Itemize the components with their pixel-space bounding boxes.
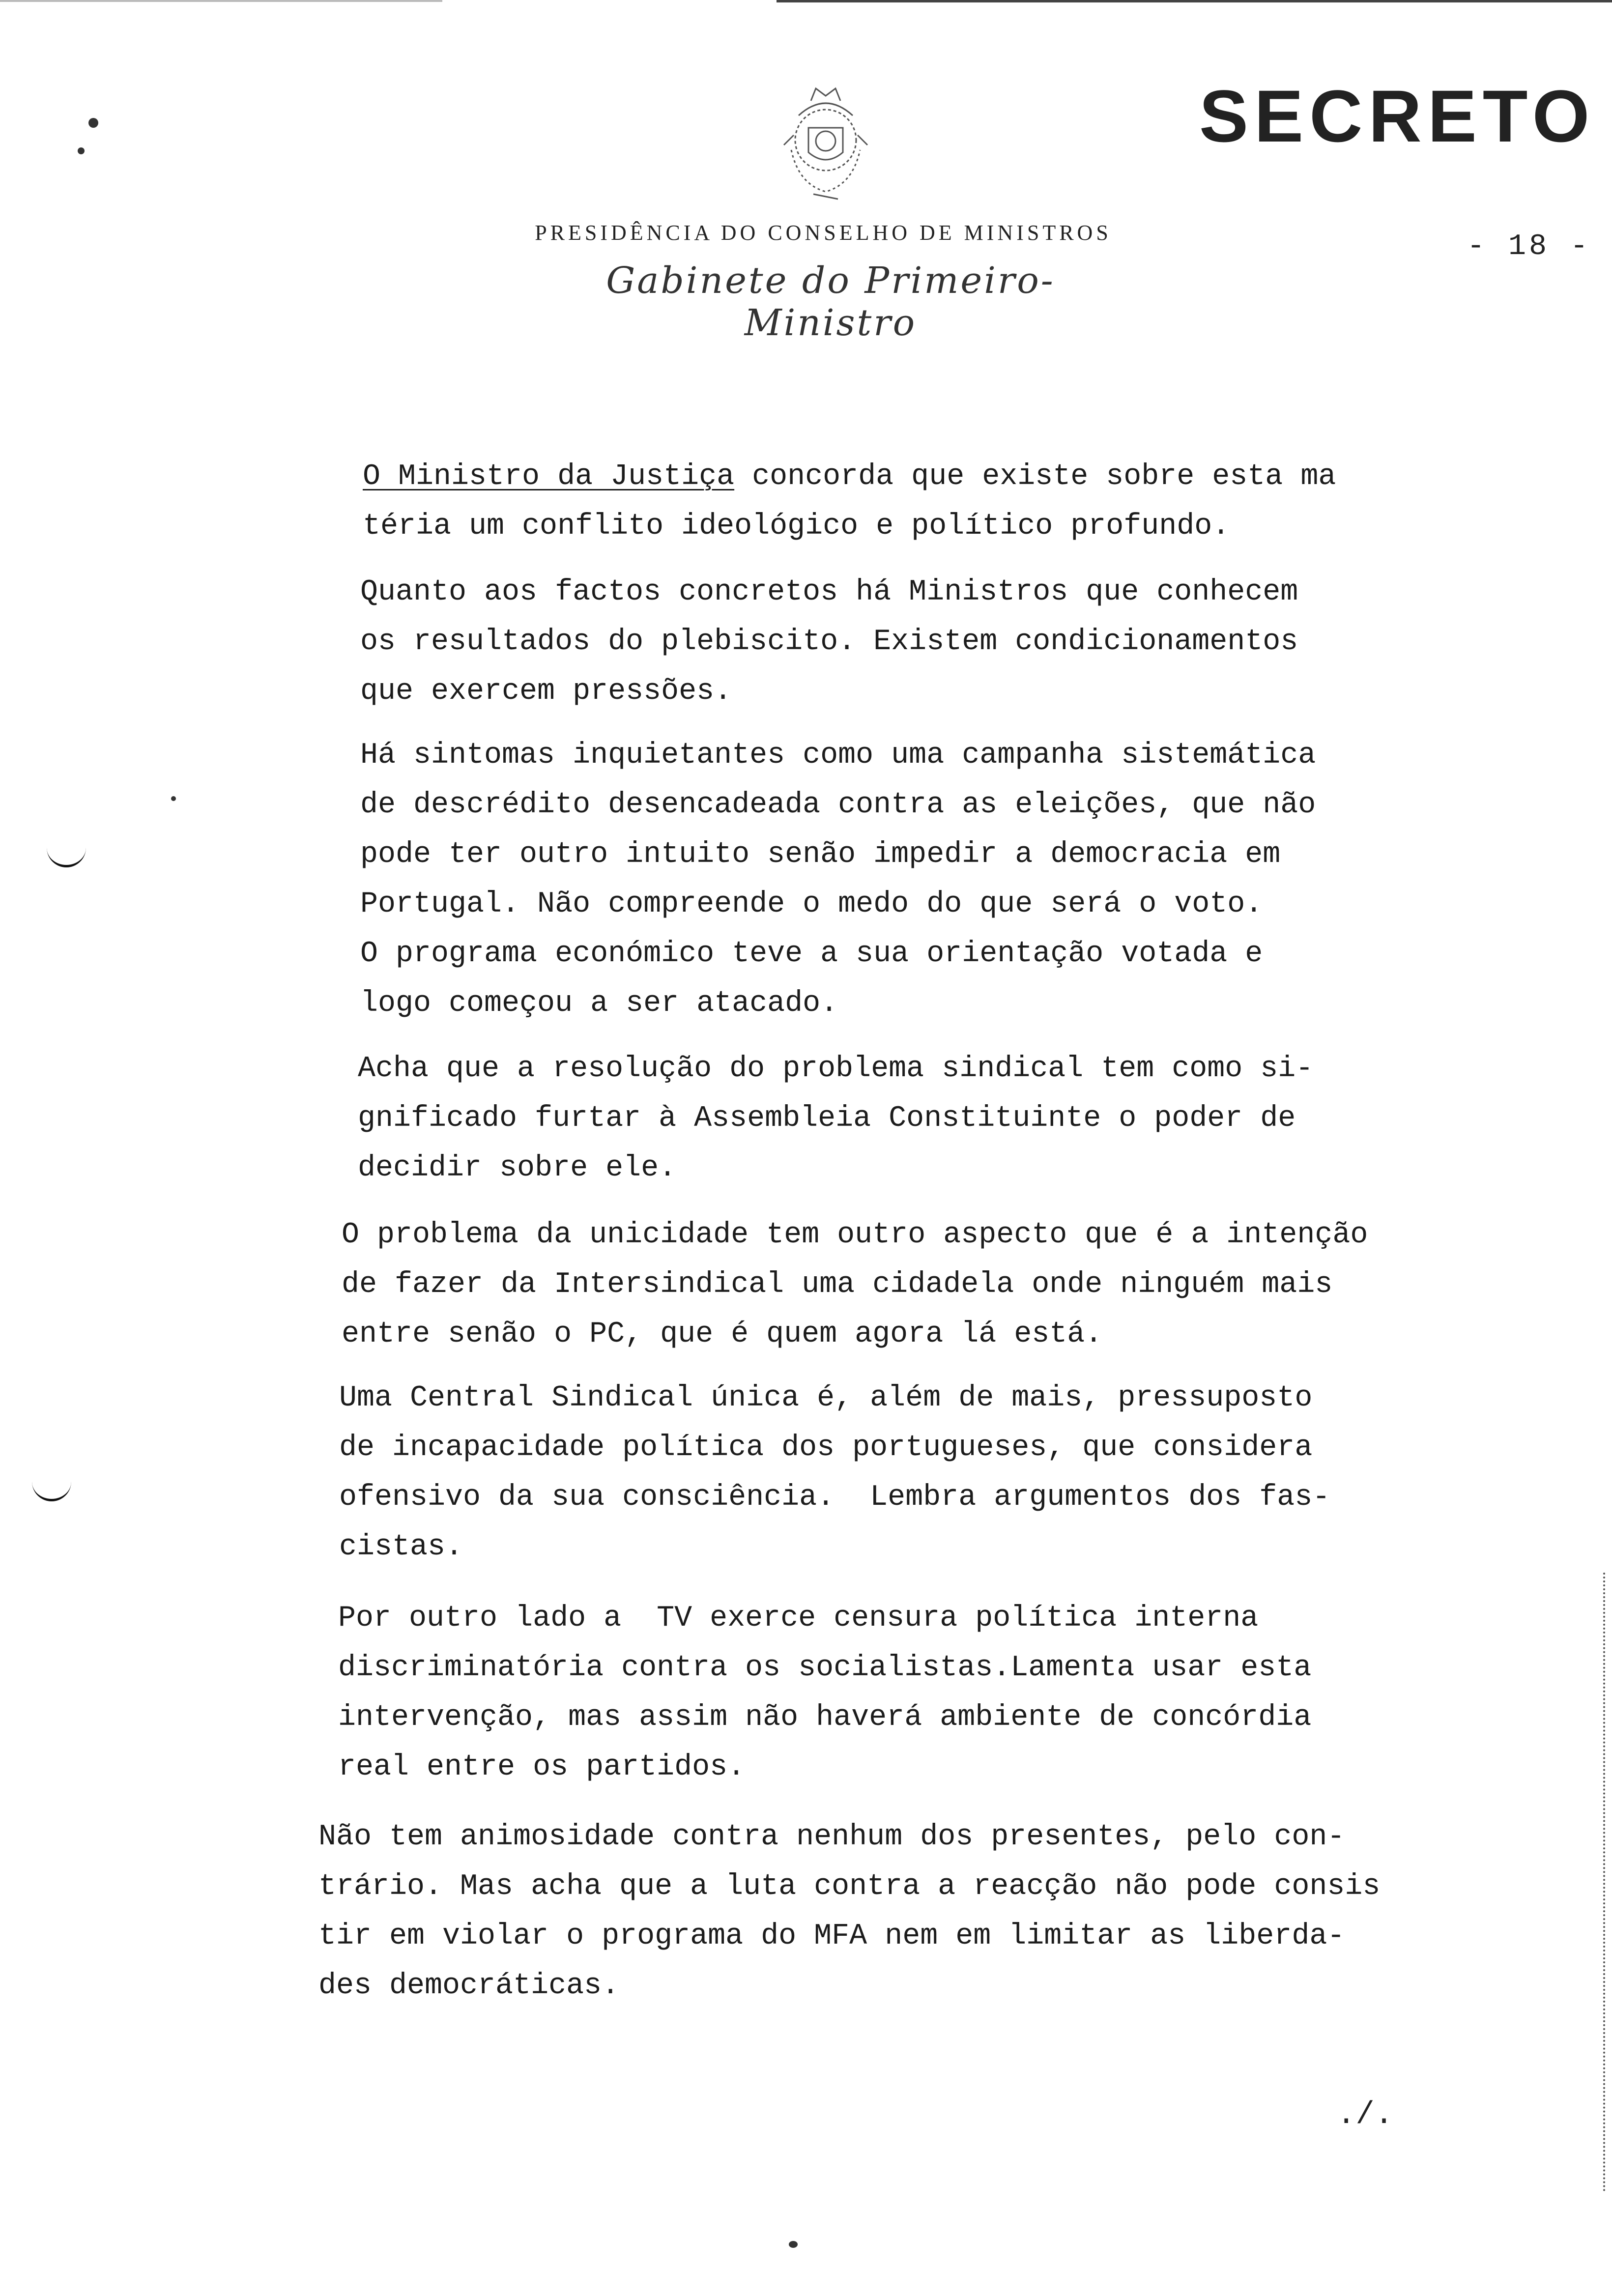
speaker-name: O Ministro da Justiça xyxy=(363,460,735,493)
institution-heading: PRESIDÊNCIA DO CONSELHO DE MINISTROS xyxy=(535,221,1112,245)
text-line: gnificado furtar à Assembleia Constituinte o poder de xyxy=(358,1102,1296,1135)
paragraph-7 xyxy=(338,1594,1311,1792)
margin-bracket-mark xyxy=(47,845,86,867)
text-line: trário. Mas acha que a luta contra a reacção não pode consis xyxy=(318,1870,1381,1903)
paragraph-4 xyxy=(358,1044,1313,1193)
text-line: logo começou a ser atacado. xyxy=(360,987,838,1020)
page-edge-shadow xyxy=(1603,1573,1605,2192)
paragraph-8 xyxy=(318,1812,1380,2011)
scan-speck xyxy=(171,796,176,801)
text-line: O programa económico teve a sua orientação votada e xyxy=(360,937,1263,971)
scan-speck xyxy=(88,118,98,128)
text-line: de incapacidade política dos portugueses, que considera xyxy=(339,1431,1313,1464)
page-number: - 18 - xyxy=(1467,230,1591,263)
cabinet-subheading: Gabinete do Primeiro-Ministro xyxy=(606,259,1055,344)
paragraph-5 xyxy=(342,1210,1368,1359)
text-line: cistas. xyxy=(339,1530,463,1564)
coat-of-arms-seal xyxy=(764,81,887,206)
text-line: Acha que a resolução do problema sindical tem como si- xyxy=(358,1052,1314,1086)
text-line: Não tem animosidade contra nenhum dos presentes, pelo con- xyxy=(318,1820,1345,1854)
paragraph-6 xyxy=(339,1374,1330,1572)
classification-stamp: SECRETO xyxy=(1199,75,1596,157)
paragraph-1 xyxy=(363,452,1336,551)
text-line: tir em violar o programa do MFA nem em limitar as liberda- xyxy=(318,1920,1345,1953)
text-line: Portugal. Não compreende o medo do que será o voto. xyxy=(360,888,1263,921)
paragraph-1-line-2: téria um conflito ideológico e político profundo. xyxy=(363,510,1230,543)
text-line: discriminatória contra os socialistas.Lamenta usar esta xyxy=(338,1651,1312,1685)
text-line: de descrédito desencadeada contra as eleições, que não xyxy=(360,788,1316,822)
paragraph-2 xyxy=(360,568,1298,717)
text-line: de fazer da Intersindical uma cidadela onde ninguém mais xyxy=(342,1268,1333,1301)
margin-bracket-mark xyxy=(32,1479,71,1501)
text-line: Uma Central Sindical única é, além de mais, pressuposto xyxy=(339,1381,1313,1415)
paragraph-1-line-1: O Ministro da Justiça concorda que existe sobre esta ma xyxy=(363,460,1336,493)
text-line: os resultados do plebiscito. Existem condicionamentos xyxy=(360,625,1298,659)
continuation-mark: ./. xyxy=(1337,2097,1394,2133)
text-line: entre senão o PC, que é quem agora lá está. xyxy=(342,1318,1103,1351)
scan-line xyxy=(0,0,442,2)
text-line: que exercem pressões. xyxy=(360,675,732,708)
text-line: des democráticas. xyxy=(318,1969,620,2003)
text-line: Quanto aos factos concretos há Ministros que conhecem xyxy=(360,575,1298,609)
text-line: O problema da unicidade tem outro aspecto que é a intenção xyxy=(342,1218,1368,1252)
text-line: intervenção, mas assim não haverá ambiente de concórdia xyxy=(338,1701,1312,1734)
text-line: ofensivo da sua consciência. Lembra argumentos dos fas- xyxy=(339,1481,1330,1514)
text-line: Há sintomas inquietantes como uma campanha sistemática xyxy=(360,739,1316,772)
text-line: real entre os partidos. xyxy=(338,1751,746,1784)
text-line: decidir sobre ele. xyxy=(358,1151,677,1185)
scan-speck xyxy=(78,147,85,154)
paragraph-3 xyxy=(360,731,1316,1029)
scan-line xyxy=(777,0,1612,2)
text-line: pode ter outro intuito senão impedir a democracia em xyxy=(360,838,1281,871)
text-line: Por outro lado a TV exerce censura política interna xyxy=(338,1602,1259,1635)
scan-speck xyxy=(789,2241,798,2248)
